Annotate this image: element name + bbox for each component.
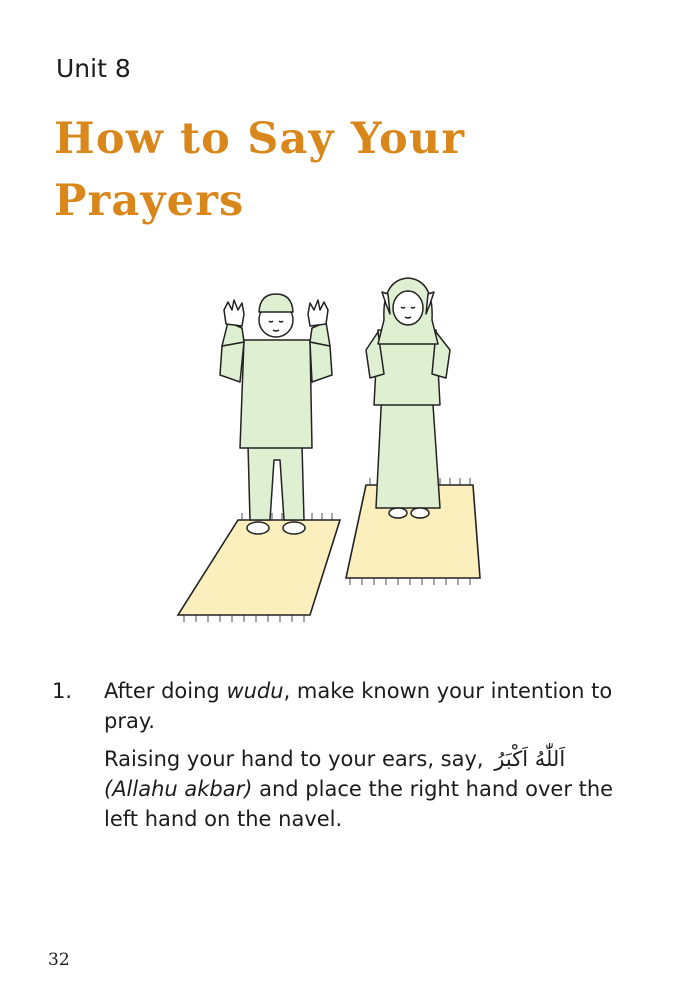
boy-figure (220, 294, 332, 534)
page-number: 32 (48, 950, 70, 970)
step-body (104, 676, 632, 842)
step-text: and place the right hand over the left hand on the navel. (104, 777, 614, 831)
prayer-illustration (170, 270, 500, 630)
arabic-phrase: اَللّٰهُ اَكْبَرُ (494, 747, 566, 771)
step-transliteration: (Allahu akbar) (104, 777, 253, 801)
step-line-1 (104, 676, 632, 736)
page-title: How to Say Your Prayers (54, 114, 466, 226)
step-text: After doing (104, 679, 227, 703)
step-text: Raising your hand to your ears, say, (104, 747, 484, 771)
girl-figure (366, 278, 450, 518)
step-line-2 (104, 744, 632, 834)
step-italic-term: wudu (226, 679, 284, 703)
step-text: , make known your intention to pray. (104, 679, 613, 733)
step-number: 1. (52, 679, 73, 703)
unit-label: Unit 8 (56, 54, 131, 83)
